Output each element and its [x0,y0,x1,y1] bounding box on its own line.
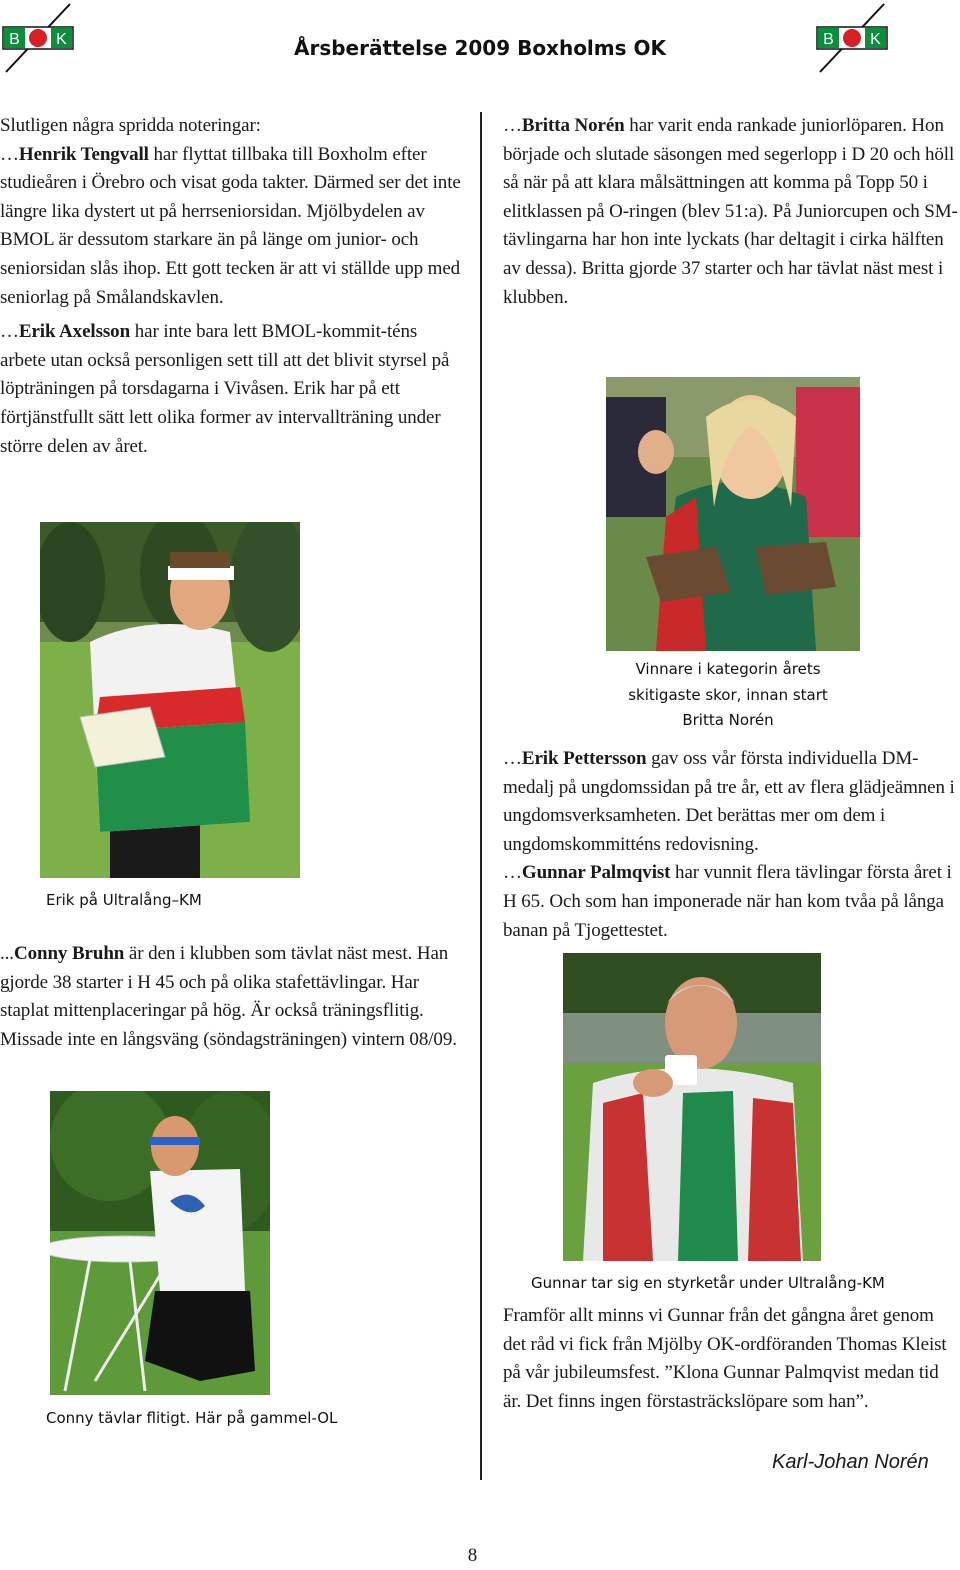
intro-text: Slutligen några spridda noteringar: [0,115,261,136]
caption-conny: Conny tävlar flitigt. Här på gammel-OL [46,1409,338,1427]
logo-letter-b: B [823,31,834,48]
left-column-lower [0,940,465,1054]
caption-erik-axelsson: Erik på Ultralång–KM [46,891,202,909]
photo-erik-axelsson [40,522,300,878]
signature: Karl-Johan Norén [772,1451,929,1473]
paragraph-britta: …Britta Norén har varit enda rankade juniorlöparen. Hon började och slutade säsongen med segerlopp i D 20 och höll så när på att klara målsättningen att komma på Topp 50 i elitklassen på O-ringen (blev 51:a). På Juniorcupen och SM-tävlingarna har hon inte lyckats (har deltagit i cirka hälften av dessa). Britta gjorde 37 starter och har tävlat näst mest i klubben. [503,115,958,308]
name-britta: Britta Norén [521,115,625,136]
right-column-middle [503,745,960,945]
paragraph-gunnar: …Gunnar Palmqvist har vunnit flera tävlingar första året i H 65. Och som han imponerade när han kom tvåa på långa banan på Tjogettestet. [503,862,952,941]
page-title: Årsberättelse 2009 Boxholms OK [293,36,666,60]
paragraph-closing: Framför allt minns vi Gunnar från det gångna året genom det råd vi fick från Mjölby OK-ordföranden Thomas Kleist på vår jubileumsfest. ”Klona Gunnar Palmqvist medan tid är. Det finns ingen förstasträckslöpare som han”. [503,1305,947,1412]
name-erik-pettersson: Erik Pettersson [521,748,647,769]
paragraph-erik-axelsson: …Erik Axelsson har inte bara lett BMOL-kommit-téns arbete utan också personligen sett till att det blivit styrsel på löpträningen på torsdagarna i Vivåsen. Erik har på ett förtjänstfullt sätt lett olika former av intervallträning under större delen av året. [0,321,450,457]
caption-britta: Vinnare i kategorin årets skitigaste skor, innan start Britta Norén [628,660,828,729]
name-conny: Conny Bruhn [13,943,125,964]
page-number: 8 [467,1545,478,1566]
logo-letter-k: K [56,31,67,48]
right-column [503,112,960,312]
paragraph-erik-pettersson: …Erik Pettersson gav oss vår första individuella DM-medalj på ungdomssidan på tre år, ett av flera glädjeämnen i ungdomsverksamheten. Det berättas mer om dem i ungdomskommitténs redovisning. [503,748,955,855]
photo-gunnar-palmqvist [563,953,821,1261]
caption-gunnar: Gunnar tar sig en styrketår under Ultralång-KM [531,1274,885,1292]
name-henrik: Henrik Tengvall [18,143,149,165]
logo-letter-b: B [9,31,20,48]
paragraph-conny: ...Conny Bruhn är den i klubben som tävlat näst mest. Han gjorde 38 starter i H 45 och på olika stafettävlingar. Har staplat mittenplaceringar på hög. Är också träningsflitig. Missade inte en långsväng (söndagsträningen) vintern 08/09. [0,943,457,1050]
right-column-lower [503,1302,960,1416]
left-column [0,112,465,461]
logo-letter-k: K [870,31,881,48]
photo-britta-noren [606,377,860,651]
name-gunnar: Gunnar Palmqvist [521,862,671,884]
column-divider [480,112,482,1480]
photo-conny-bruhn [50,1091,270,1395]
name-erik-axelsson: Erik Axelsson [18,321,131,343]
paragraph-henrik: Slutligen några spridda noteringar: …Henrik Tengvall har flyttat tillbaka till Boxholm efter studieåren i Örebro och visat goda takter. Därmed ser det inte längre lika dystert ut på herrseniorsidan. Mjölbydelen av BMOL är dessutom starkare än på länge om junior- och seniorsidan slås ihop. Ett gott tecken är att vi ställde upp med seniorlag på Smålandskavlen. [0,115,461,308]
